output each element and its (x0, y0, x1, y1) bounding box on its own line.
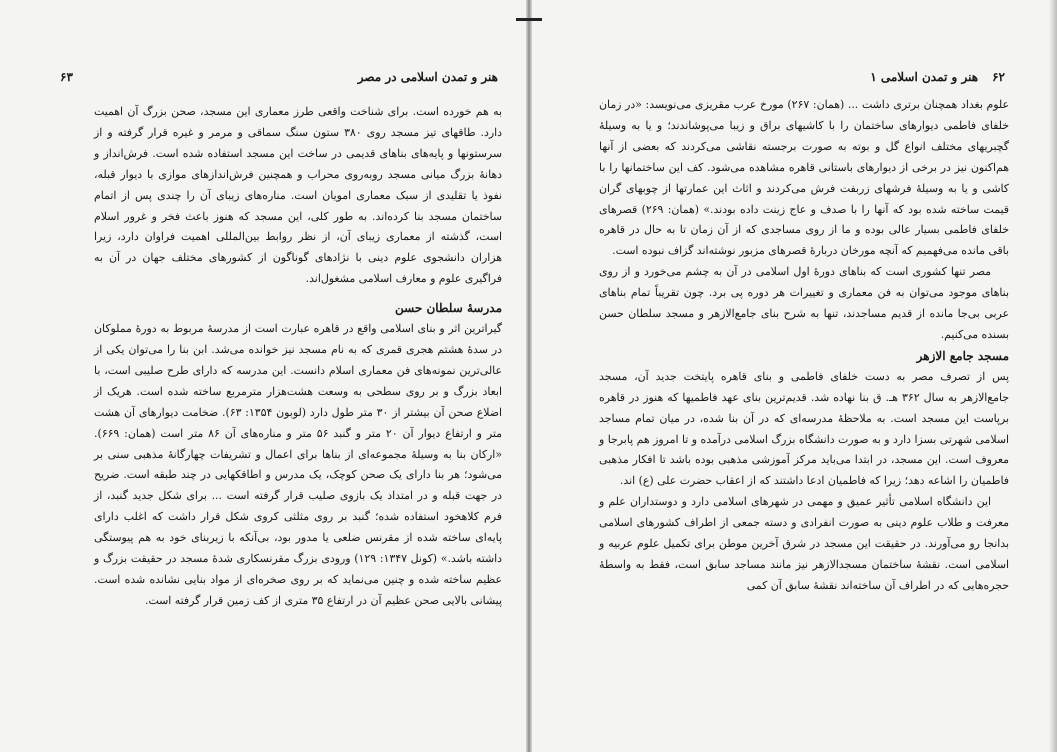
right-paragraph-2: مصر تنها کشوری است که بناهای دورهٔ اول اسلامی در آن به چشم می‌خورد و از روی بناهای موجود می‌توان به فن معماری و تغییرات هر دوره پی برد. چون تقریباً تمام بناهای عربی بی‌جا مانده از قدیم مساجدند، تنها به شرح بنای جامع‌الازهر و مسجد سلطان حسن بسنده می‌کنیم. (599, 265, 1009, 341)
right-running-title: هنر و تمدن اسلامی ۱ (870, 70, 979, 84)
right-section-heading: مسجد جامع الازهر (916, 348, 1009, 363)
left-paragraph-2: گیراترین اثر و بنای اسلامی واقع در قاهره عبارت است از مدرسهٔ مربوط به دورهٔ مملوکان در سدهٔ هشتم هجری قمری که به نام مسجد نیز خوانده می‌شد. ابن بنا را می‌توان یکی از عالی‌ترین نمونه‌های فن معماری اسلام دانست. این مدرسه که دارای طرح صلیبی است، با ابعاد بزرگ و بر روی سطحی به وسعت هشت‌هزار مترمربع ساخته شده است. هریک از اضلاع صحن آن بیشتر از ۳۰ متر طول دارد (لوبون ۱۳۵۴: ۶۳). ضخامت دیوارهای آن هشت متر و ارتفاع دیوار آن ۲۰ متر و گنبد ۵۶ متر و مناره‌های آن ۸۶ متر است (همان: ۶۶۹). «ارکان بنا به وسیلهٔ مجموعه‌ای از بناها برای اعمال و تشریفات چهارگانهٔ مذهبی سنی بر می‌شود؛ هر بنا دارای یک صحن کوچک، یک مدرس و اطاقکهایی در چند طبقه است. ضریح در جهت قبله و در امتداد یک بازوی صلیب قرار گرفته است ... برای شکل جدید گنبد، از فرم کلاهخود استفاده شده؛ گنبد بر روی مثلثی کروی شکل قرار داشت که اغلب دارای پایه‌ای ساخته شده از مقرنس ضلعی یا مدور بود، بی‌آنکه با زیربنای خود به هم پیوستگی داشته باشد.» (کونل ۱۳۴۷: ۱۲۹) ورودی بزرگ مقرنسکاری شدهٔ مسجد در حقیقت بزرگ و عظیم ساخته شده و چنین می‌نماید که بر روی صخره‌ای از مواد بنایی نشانده شده است. پیشانی بالایی صحن عظیم آن در ارتفاع ۳۵ متری از کف زمین قرار گرفته است. (94, 322, 502, 607)
left-page-body (94, 102, 502, 612)
left-paragraph-1: به هم خورده است. برای شناخت واقعی طرز معماری این مسجد، صحن بزرگ آن اهمیت دارد. طاقهای تیز مسجد روی ۳۸۰ ستون سنگ سماقی و مرمر و غیره قرار گرفته و از سرستونها و پایه‌های بناهای قدیمی در ساخت این مسجد استفاده شده است. فرش‌انداز و دهانهٔ بزرگ میانی مسجد روبه‌روی محراب و همچنین فرش‌اندازهای موازی با دیوار قبله، نفوذ یا تقلیدی از سبک معماری امویان است. مناره‌های زیبای آن را چندی پس از اتمام ساختمان مسجد بنا کرده‌اند. به طور کلی، این مسجد که هنوز باعث فخر و غرور اسلام است، گذشته از معماری زیبای آن، از نظر روابط بین‌المللی اهمیت فراوان دارد، زیرا هزاران دانشجوی علوم دینی با نژادهای گوناگون از کشورهای مختلف جهان در آن به فراگیری علوم و معارف اسلامی مشغول‌اند. (94, 105, 502, 286)
left-page (0, 0, 528, 752)
right-paragraph-3: پس از تصرف مصر به دست خلفای فاطمی و بنای قاهره پایتخت جدید آن، مسجد جامع‌الازهر به سال ۳۶۲ هـ. ق بنا نهاده شد. قدیم‌ترین بنای عهد فاطمیها که هنوز در قاهره برپاست این مسجد است. به ملاحظهٔ مدرسه‌ای که در آن بنا شده، در میان تمام مساجد اسلامی شهرتی بسزا دارد و به صورت دانشگاه بزرگ اسلامی درآمده و تا امروز هم پابرجا و معروف است. این مسجد، در ابتدا می‌باید مرکز آموزشی مذهبی بوده باشد تا افکار مذهبی فاطمیان را اشاعه دهد؛ زیرا که فاطمیان ادعا داشتند که از اعقاب حضرت علی (ع) اند. (599, 369, 1009, 488)
left-page-header (60, 70, 498, 84)
right-page-number: ۶۲ (992, 70, 1005, 84)
page-edge (1049, 0, 1057, 752)
left-page-number: ۶۳ (60, 70, 73, 84)
right-paragraph-1: علوم بغداد همچنان برتری داشت ... (همان: ۲۶۷) مورخ عرب مقریزی می‌نویسد: «در زمان خلفای فاطمی دیوارهای ساختمان را با کاشیهای براق و زیبا می‌پوشاندند؛ و یا به وسیلهٔ گچبریهای مختلف انواع گل و بوته به صورت برجسته نقاشی می‌کردند که بعضی از آنها هم‌اکنون نیز در برخی از دیوارهای باستانی قاهره مشاهده می‌شود. کف این ساختمانها را با کاشی و یا به وسیلهٔ فرشهای زربفت فرش می‌کردند و اثاث این عمارتها از چوبهای گران قیمت ساخته شده بود که آنها را با صدف و عاج زینت داده بودند.» (همان: ۲۶۹) قصرهای خلفای فاطمی بسیار عالی بوده و ما از روی مساجدی که از آن زمان تا به حال در قاهره باقی مانده می‌فهمیم که آنچه مورخان دربارهٔ قصرهای مزبور نوشته‌اند گزاف نبوده است. (599, 98, 1010, 258)
right-page (529, 0, 1057, 752)
right-page-header (559, 70, 1005, 84)
right-paragraph-4: این دانشگاه اسلامی تأثیر عمیق و مهمی در شهرهای اسلامی دارد و دوستداران علم و معرفت و طلاب علوم دینی به صورت انفرادی و دسته جمعی از اطراف کشورهای اسلامی بدانجا رو می‌آورند. در حقیقت این مسجد در شرق آخرین موطن برای تکمیل علوم عربیه و اسلامی است. نقشهٔ ساختمان مسجدالازهر نیز مانند مساجد سابق است، فقط به واسطهٔ حجره‌هایی که در اطراف آن ساخته‌اند نقشهٔ سابق آن کمی (599, 495, 1009, 592)
left-section-heading: مدرسهٔ سلطان حسن (395, 301, 502, 316)
left-running-title: هنر و تمدن اسلامی در مصر (357, 70, 498, 84)
right-page-body (599, 95, 1009, 597)
